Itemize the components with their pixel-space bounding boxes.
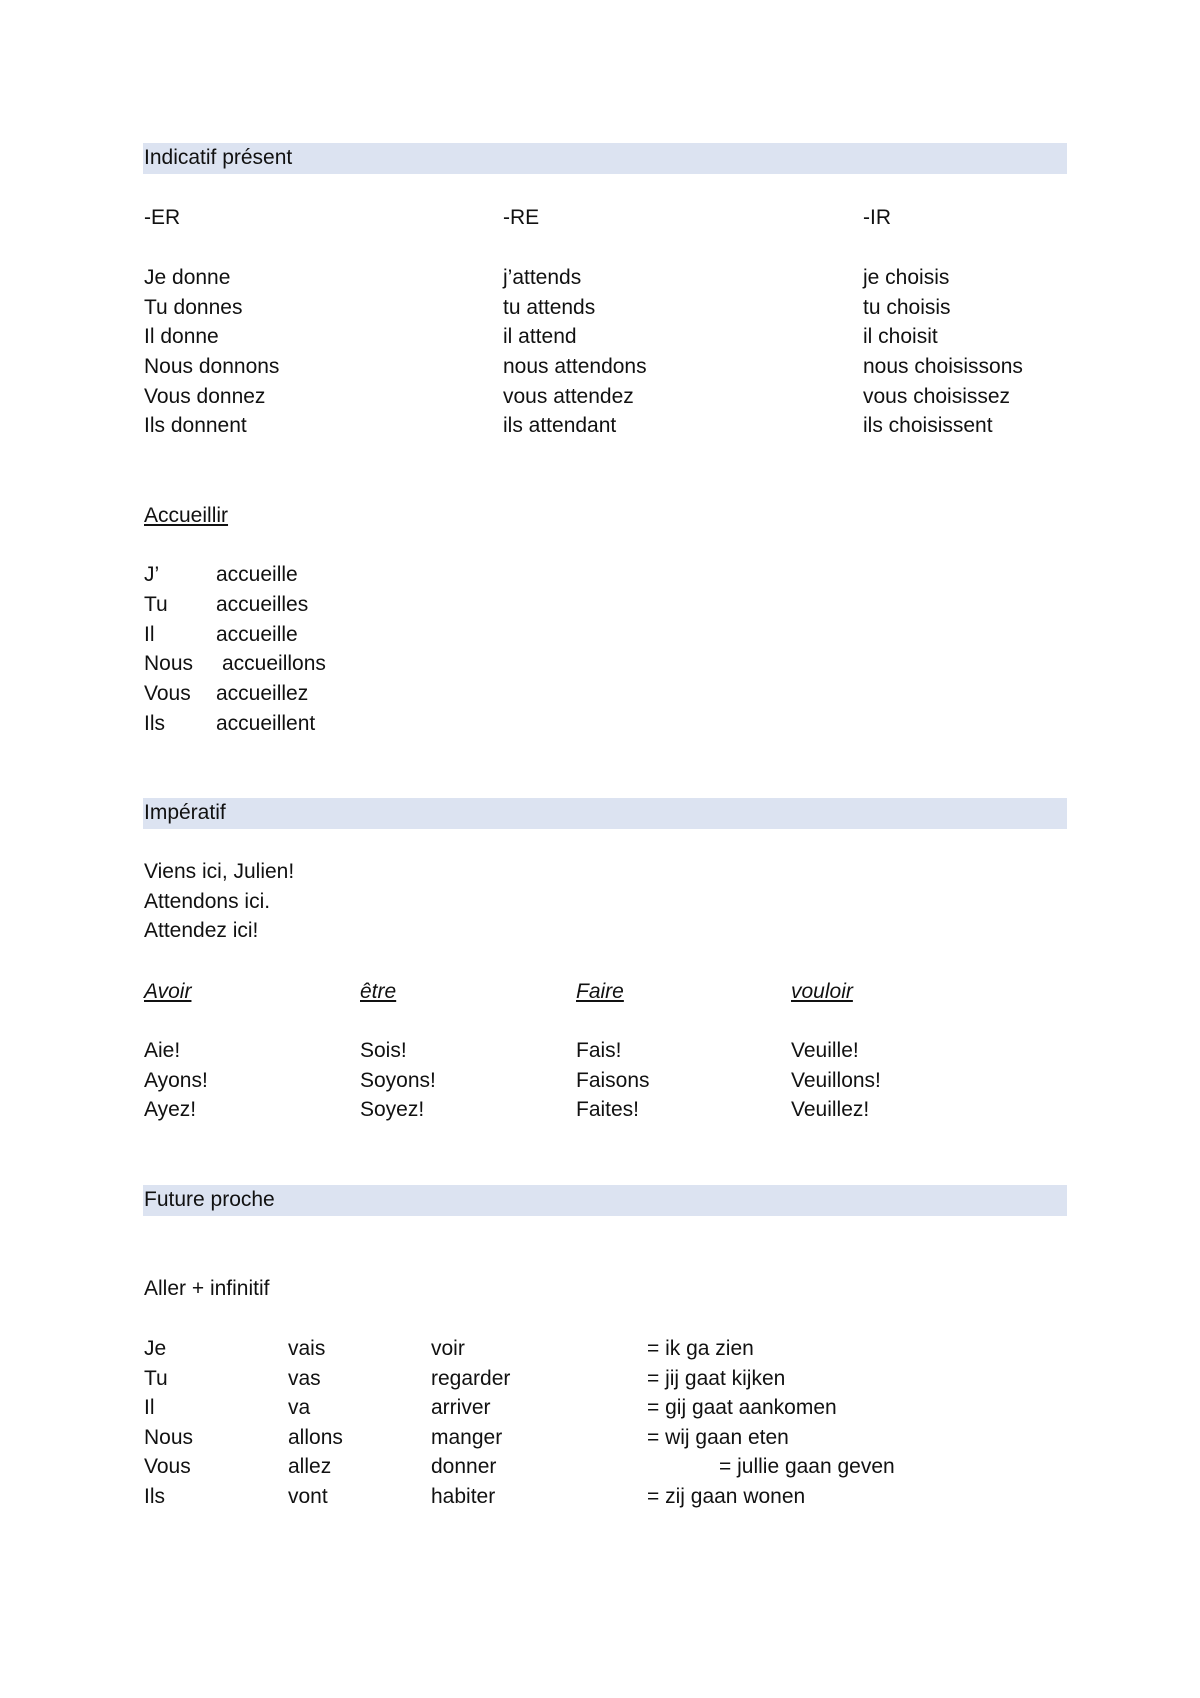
conjugation-er: Il donne <box>144 325 219 348</box>
imperative-form: Ayez! <box>144 1098 197 1121</box>
pronoun: Tu <box>144 593 168 616</box>
pronoun: Nous <box>144 652 194 675</box>
imperative-form: Soyons! <box>360 1069 436 1092</box>
section-header-futur <box>143 1185 1067 1216</box>
pronoun: Vous <box>144 1455 191 1478</box>
conjugated-form: accueillons <box>222 652 326 675</box>
verb-title-vouloir: vouloir <box>791 980 853 1003</box>
example-sentence: Attendons ici. <box>144 890 271 913</box>
formula: Aller + infinitif <box>144 1277 270 1300</box>
imperative-form: Faites! <box>576 1098 640 1121</box>
conjugation-ir: nous choisissons <box>863 355 1023 378</box>
aller-form: vas <box>288 1367 321 1390</box>
pronoun: Vous <box>144 682 191 705</box>
pronoun: J’ <box>144 563 160 586</box>
section-title-imperatif: Impératif <box>144 801 226 824</box>
infinitive: donner <box>431 1455 497 1478</box>
conjugation-re: j’attends <box>503 266 582 289</box>
translation: = ik ga zien <box>647 1337 754 1360</box>
aller-form: vais <box>288 1337 326 1360</box>
section-header-imperatif <box>143 798 1067 829</box>
conjugated-form: accueille <box>216 563 298 586</box>
imperative-form: Fais! <box>576 1039 622 1062</box>
pronoun: Tu <box>144 1367 168 1390</box>
imperative-form: Soyez! <box>360 1098 425 1121</box>
conjugated-form: accueillent <box>216 712 316 735</box>
conjugation-ir: ils choisissent <box>863 414 993 437</box>
infinitive: manger <box>431 1426 503 1449</box>
conjugation-ir: tu choisis <box>863 296 951 319</box>
column-label-re: -RE <box>503 206 540 229</box>
conjugated-form: accueille <box>216 623 298 646</box>
column-label-ir: -IR <box>863 206 891 229</box>
pronoun: Ils <box>144 1485 165 1508</box>
translation: = gij gaat aankomen <box>647 1396 837 1419</box>
pronoun: Ils <box>144 712 165 735</box>
imperative-form: Veuille! <box>791 1039 859 1062</box>
section-title-indicatif: Indicatif présent <box>144 146 293 169</box>
imperative-form: Veuillez! <box>791 1098 870 1121</box>
pronoun: Nous <box>144 1426 194 1449</box>
verb-title-avoir: Avoir <box>144 980 192 1003</box>
translation: = jij gaat kijken <box>647 1367 786 1390</box>
imperative-form: Aie! <box>144 1039 181 1062</box>
conjugation-er: Ils donnent <box>144 414 247 437</box>
conjugated-form: accueilles <box>216 593 309 616</box>
section-header-indicatif <box>143 143 1067 174</box>
translation: = wij gaan eten <box>647 1426 789 1449</box>
infinitive: regarder <box>431 1367 511 1390</box>
conjugation-re: tu attends <box>503 296 596 319</box>
verb-title-etre: être <box>360 980 397 1003</box>
infinitive: habiter <box>431 1485 496 1508</box>
aller-form: vont <box>288 1485 328 1508</box>
conjugation-re: il attend <box>503 325 577 348</box>
pronoun: Il <box>144 1396 155 1419</box>
imperative-form: Faisons <box>576 1069 650 1092</box>
infinitive: voir <box>431 1337 465 1360</box>
conjugation-er: Tu donnes <box>144 296 243 319</box>
aller-form: allons <box>288 1426 343 1449</box>
translation: = jullie gaan geven <box>719 1455 895 1478</box>
example-sentence: Viens ici, Julien! <box>144 860 295 883</box>
conjugation-ir: il choisit <box>863 325 938 348</box>
example-sentence: Attendez ici! <box>144 919 259 942</box>
section-title-futur: Future proche <box>144 1188 275 1211</box>
column-label-er: -ER <box>144 206 181 229</box>
conjugation-er: Nous donnons <box>144 355 280 378</box>
infinitive: arriver <box>431 1396 491 1419</box>
conjugation-er: Je donne <box>144 266 231 289</box>
verb-title-accueillir: Accueillir <box>144 504 229 527</box>
conjugation-er: Vous donnez <box>144 385 266 408</box>
aller-form: allez <box>288 1455 332 1478</box>
conjugation-re: nous attendons <box>503 355 647 378</box>
imperative-form: Ayons! <box>144 1069 208 1092</box>
conjugation-re: vous attendez <box>503 385 634 408</box>
imperative-form: Veuillons! <box>791 1069 881 1092</box>
conjugation-ir: je choisis <box>863 266 950 289</box>
conjugation-re: ils attendant <box>503 414 617 437</box>
pronoun: Il <box>144 623 155 646</box>
verb-title-faire: Faire <box>576 980 624 1003</box>
imperative-form: Sois! <box>360 1039 407 1062</box>
aller-form: va <box>288 1396 311 1419</box>
pronoun: Je <box>144 1337 167 1360</box>
translation: = zij gaan wonen <box>647 1485 806 1508</box>
conjugated-form: accueillez <box>216 682 309 705</box>
conjugation-ir: vous choisissez <box>863 385 1011 408</box>
